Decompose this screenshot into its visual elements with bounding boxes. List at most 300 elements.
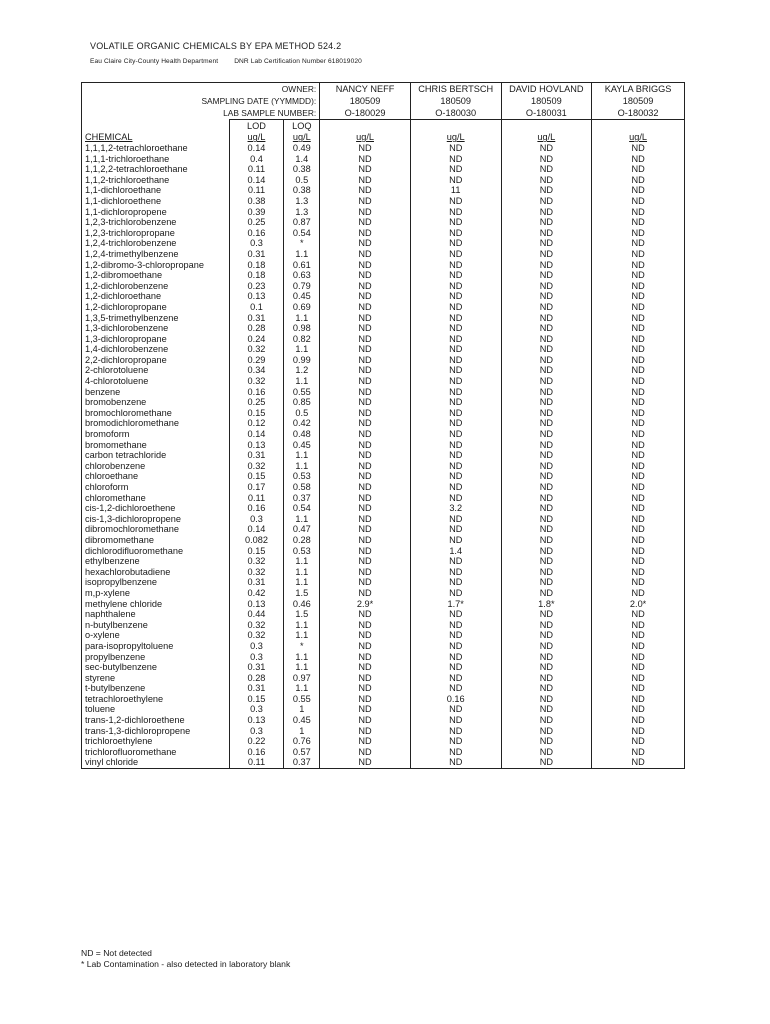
lod-value: 0.44 <box>229 609 284 620</box>
sample-owner: KAYLA BRIGGS <box>592 83 685 96</box>
result-value: ND <box>501 291 592 302</box>
chemical-name: 1,2,3-trichlorobenzene <box>82 217 230 228</box>
table-row <box>82 471 685 482</box>
loq-value: 0.5 <box>284 408 320 419</box>
result-value: ND <box>592 270 685 281</box>
lod-value: 0.1 <box>229 302 284 313</box>
lod-value: 0.32 <box>229 630 284 641</box>
result-value: ND <box>320 546 411 557</box>
lod-value: 0.082 <box>229 535 284 546</box>
table-row <box>82 514 685 525</box>
result-value: ND <box>501 503 592 514</box>
sample-date: 180509 <box>320 95 411 107</box>
loq-value: 1.1 <box>284 450 320 461</box>
result-value: ND <box>410 620 501 631</box>
loq-value: 1.1 <box>284 514 320 525</box>
result-value: ND <box>592 260 685 271</box>
loq-value: 0.54 <box>284 503 320 514</box>
result-value: ND <box>592 397 685 408</box>
table-row <box>82 535 685 546</box>
result-value: ND <box>410 281 501 292</box>
result-value: ND <box>410 408 501 419</box>
chemical-name: trans-1,2-dichloroethene <box>82 715 230 726</box>
lod-value: 0.42 <box>229 588 284 599</box>
loq-value: 0.97 <box>284 673 320 684</box>
chemical-name: 1,2-dichloropropane <box>82 302 230 313</box>
result-value: ND <box>320 694 411 705</box>
table-row <box>82 704 685 715</box>
result-value: ND <box>410 461 501 472</box>
table-row <box>82 376 685 387</box>
lod-value: 0.3 <box>229 652 284 663</box>
result-value: ND <box>501 461 592 472</box>
result-value: ND <box>320 175 411 186</box>
unit-label: ug/L <box>356 132 374 143</box>
loq-value: 0.85 <box>284 397 320 408</box>
lod-value: 0.28 <box>229 323 284 334</box>
lod-value: 0.25 <box>229 217 284 228</box>
result-value: ND <box>592 556 685 567</box>
result-value: ND <box>592 207 685 218</box>
table-row <box>82 185 685 196</box>
result-value: ND <box>592 217 685 228</box>
lod-value: 0.4 <box>229 154 284 165</box>
result-value: ND <box>320 323 411 334</box>
table-row <box>82 694 685 705</box>
table-row <box>82 334 685 345</box>
lod-value: 0.31 <box>229 450 284 461</box>
chemical-name: tetrachloroethylene <box>82 694 230 705</box>
result-value: ND <box>501 514 592 525</box>
result-value: ND <box>410 291 501 302</box>
chemical-name: o-xylene <box>82 630 230 641</box>
chemical-name: 1,3-dichlorobenzene <box>82 323 230 334</box>
result-value: ND <box>501 683 592 694</box>
unit-label: ug/L <box>446 132 465 143</box>
result-value: ND <box>501 609 592 620</box>
result-value: 11 <box>410 185 501 196</box>
result-value: ND <box>320 524 411 535</box>
loq-value: 0.53 <box>284 471 320 482</box>
result-value: ND <box>320 577 411 588</box>
result-value: ND <box>320 652 411 663</box>
result-value: ND <box>501 313 592 324</box>
loq-value: 0.98 <box>284 323 320 334</box>
chemical-name: m,p-xylene <box>82 588 230 599</box>
result-value: ND <box>501 302 592 313</box>
lod-value: 0.32 <box>229 620 284 631</box>
lod-value: 0.13 <box>229 440 284 451</box>
table-row <box>82 461 685 472</box>
unit-row <box>82 132 685 143</box>
lod-value: 0.31 <box>229 683 284 694</box>
lod-value: 0.16 <box>229 228 284 239</box>
chemical-name: para-isopropyltoluene <box>82 641 230 652</box>
lod-value: 0.15 <box>229 408 284 419</box>
result-value: ND <box>501 164 592 175</box>
table-row <box>82 418 685 429</box>
lod-value: 0.11 <box>229 493 284 504</box>
loq-value: 0.37 <box>284 493 320 504</box>
result-value: ND <box>410 207 501 218</box>
loq-value: 0.99 <box>284 355 320 366</box>
result-value: ND <box>501 376 592 387</box>
chemical-name: 1,1-dichloroethane <box>82 185 230 196</box>
result-value: ND <box>410 365 501 376</box>
result-value: 1.4 <box>410 546 501 557</box>
result-value: ND <box>320 291 411 302</box>
result-value: ND <box>501 482 592 493</box>
lod-value: 0.16 <box>229 387 284 398</box>
lod-value: 0.24 <box>229 334 284 345</box>
lod-value: 0.32 <box>229 461 284 472</box>
loq-value: 1.1 <box>284 313 320 324</box>
result-value: ND <box>410 217 501 228</box>
report-subtitle <box>90 58 362 65</box>
lab-number-row <box>82 107 685 120</box>
result-value: ND <box>410 673 501 684</box>
result-value: ND <box>320 387 411 398</box>
result-value: ND <box>501 387 592 398</box>
result-value: ND <box>501 535 592 546</box>
result-value: ND <box>501 429 592 440</box>
result-value: ND <box>320 185 411 196</box>
result-value: ND <box>501 397 592 408</box>
result-value: 3.2 <box>410 503 501 514</box>
table-row <box>82 450 685 461</box>
result-value: ND <box>410 704 501 715</box>
chemical-name: 1,1-dichloroethene <box>82 196 230 207</box>
result-value: ND <box>501 260 592 271</box>
chemical-header: CHEMICAL <box>85 132 133 143</box>
chemical-name: styrene <box>82 673 230 684</box>
table-row <box>82 482 685 493</box>
lod-value: 0.31 <box>229 662 284 673</box>
lod-value: 0.11 <box>229 164 284 175</box>
chemical-name: 1,2-dibromo-3-chloropropane <box>82 260 230 271</box>
result-value: ND <box>320 620 411 631</box>
loq-value: 0.63 <box>284 270 320 281</box>
loq-value: 1.1 <box>284 652 320 663</box>
result-value: ND <box>592 365 685 376</box>
loq-value: 0.57 <box>284 747 320 758</box>
result-value: ND <box>501 620 592 631</box>
result-value: ND <box>592 535 685 546</box>
loq-value: * <box>284 641 320 652</box>
result-value: ND <box>592 228 685 239</box>
result-value: ND <box>501 694 592 705</box>
result-value: ND <box>410 662 501 673</box>
chemical-name: 4-chlorotoluene <box>82 376 230 387</box>
loq-header: LOQ <box>284 120 320 133</box>
result-value: ND <box>320 281 411 292</box>
lod-value: 0.32 <box>229 344 284 355</box>
results-body <box>82 143 685 769</box>
unit-label: ug/L <box>247 132 266 143</box>
loq-value: 1.5 <box>284 609 320 620</box>
chemical-name: ethylbenzene <box>82 556 230 567</box>
table-row <box>82 196 685 207</box>
result-value: ND <box>592 450 685 461</box>
result-value: ND <box>410 418 501 429</box>
table-row <box>82 556 685 567</box>
table-row <box>82 365 685 376</box>
result-value: ND <box>410 450 501 461</box>
result-value: ND <box>501 281 592 292</box>
table-row <box>82 154 685 165</box>
result-value: ND <box>320 302 411 313</box>
chemical-name: 2-chlorotoluene <box>82 365 230 376</box>
result-value: ND <box>410 630 501 641</box>
loq-value: 1.1 <box>284 376 320 387</box>
chemical-name: 1,2,3-trichloropropane <box>82 228 230 239</box>
result-value: ND <box>410 228 501 239</box>
result-value: ND <box>592 747 685 758</box>
result-value: ND <box>592 376 685 387</box>
result-value: ND <box>320 334 411 345</box>
result-value: ND <box>320 450 411 461</box>
result-value: ND <box>501 217 592 228</box>
result-value: ND <box>592 355 685 366</box>
result-value: ND <box>320 313 411 324</box>
table-row <box>82 588 685 599</box>
result-value: ND <box>320 609 411 620</box>
lod-value: 0.32 <box>229 376 284 387</box>
lod-value: 0.14 <box>229 175 284 186</box>
lod-value: 0.22 <box>229 736 284 747</box>
lod-value: 0.3 <box>229 641 284 652</box>
result-value: ND <box>410 471 501 482</box>
table-row <box>82 524 685 535</box>
loq-value: 1.5 <box>284 588 320 599</box>
result-value: ND <box>592 249 685 260</box>
lod-header: LOD <box>229 120 284 133</box>
loq-value: 0.87 <box>284 217 320 228</box>
results-table <box>81 82 685 769</box>
result-value: ND <box>320 154 411 165</box>
result-value: ND <box>410 344 501 355</box>
chemical-name: 1,2-dichloroethane <box>82 291 230 302</box>
table-row <box>82 143 685 154</box>
result-value: ND <box>320 196 411 207</box>
result-value: ND <box>410 715 501 726</box>
result-value: ND <box>410 440 501 451</box>
chemical-name: cis-1,3-dichloropropene <box>82 514 230 525</box>
result-value: ND <box>320 418 411 429</box>
result-value: ND <box>592 641 685 652</box>
sample-date: 180509 <box>410 95 501 107</box>
result-value: ND <box>501 471 592 482</box>
result-value: ND <box>592 175 685 186</box>
lod-value: 0.25 <box>229 397 284 408</box>
chemical-name: 1,1,1,2-tetrachloroethane <box>82 143 230 154</box>
loq-value: 1.1 <box>284 344 320 355</box>
loq-value: * <box>284 238 320 249</box>
table-row <box>82 652 685 663</box>
lod-value: 0.31 <box>229 249 284 260</box>
result-value: ND <box>501 196 592 207</box>
lod-value: 0.14 <box>229 524 284 535</box>
lod-value: 0.13 <box>229 715 284 726</box>
table-row <box>82 238 685 249</box>
result-value: ND <box>592 704 685 715</box>
result-value: ND <box>501 588 592 599</box>
result-value: ND <box>592 313 685 324</box>
result-value: ND <box>592 154 685 165</box>
chemical-name: 1,1-dichloropropene <box>82 207 230 218</box>
result-value: ND <box>592 238 685 249</box>
result-value: ND <box>592 418 685 429</box>
result-value: ND <box>410 747 501 758</box>
table-row <box>82 503 685 514</box>
chemical-name: benzene <box>82 387 230 398</box>
lod-value: 0.31 <box>229 577 284 588</box>
result-value: ND <box>410 482 501 493</box>
loq-value: 0.53 <box>284 546 320 557</box>
result-value: ND <box>320 217 411 228</box>
lod-value: 0.3 <box>229 514 284 525</box>
sample-lab-number: O-180030 <box>410 107 501 120</box>
table-row <box>82 620 685 631</box>
loq-value: 1.1 <box>284 630 320 641</box>
table-row <box>82 747 685 758</box>
chemical-name: sec-butylbenzene <box>82 662 230 673</box>
result-value: ND <box>320 164 411 175</box>
result-value: ND <box>501 228 592 239</box>
lod-value: 0.17 <box>229 482 284 493</box>
result-value: ND <box>410 249 501 260</box>
result-value: ND <box>592 408 685 419</box>
result-value: ND <box>592 514 685 525</box>
chemical-name: toluene <box>82 704 230 715</box>
result-value: ND <box>501 207 592 218</box>
table-row <box>82 207 685 218</box>
result-value: ND <box>410 175 501 186</box>
unit-label: ug/L <box>629 132 648 143</box>
result-value: ND <box>320 757 411 768</box>
chemical-name: trans-1,3-dichloropropene <box>82 726 230 737</box>
sampling-date-label: SAMPLING DATE (YYMMDD): <box>82 95 320 107</box>
loq-value: 1.3 <box>284 207 320 218</box>
loq-value: 0.48 <box>284 429 320 440</box>
result-value: ND <box>320 662 411 673</box>
result-value: ND <box>592 630 685 641</box>
result-value: ND <box>320 493 411 504</box>
lod-value: 0.32 <box>229 556 284 567</box>
result-value: ND <box>410 143 501 154</box>
result-value: ND <box>501 747 592 758</box>
chemical-name: chloroethane <box>82 471 230 482</box>
table-row <box>82 164 685 175</box>
lod-value: 0.3 <box>229 704 284 715</box>
loq-value: 0.49 <box>284 143 320 154</box>
result-value: ND <box>410 524 501 535</box>
result-value: ND <box>320 461 411 472</box>
result-value: ND <box>501 757 592 768</box>
result-value: ND <box>410 588 501 599</box>
chemical-name: 1,1,1-trichloroethane <box>82 154 230 165</box>
table-row <box>82 683 685 694</box>
result-value: ND <box>592 662 685 673</box>
table-row <box>82 609 685 620</box>
result-value: ND <box>501 736 592 747</box>
result-value: ND <box>320 228 411 239</box>
result-value: ND <box>410 683 501 694</box>
table-row <box>82 757 685 768</box>
result-value: ND <box>501 344 592 355</box>
loq-value: 0.54 <box>284 228 320 239</box>
table-row <box>82 726 685 737</box>
chemical-name: 1,1,2-trichloroethane <box>82 175 230 186</box>
result-value: ND <box>320 260 411 271</box>
result-value: ND <box>592 493 685 504</box>
result-value: ND <box>410 164 501 175</box>
table-row <box>82 715 685 726</box>
lod-value: 0.28 <box>229 673 284 684</box>
footnotes <box>81 948 290 970</box>
result-value: ND <box>592 440 685 451</box>
result-value: ND <box>410 556 501 567</box>
result-value: ND <box>320 440 411 451</box>
chemical-name: trichloroethylene <box>82 736 230 747</box>
result-value: ND <box>592 482 685 493</box>
chemical-name: bromoform <box>82 429 230 440</box>
table-row <box>82 567 685 578</box>
result-value: ND <box>501 185 592 196</box>
sample-lab-number: O-180031 <box>501 107 592 120</box>
table-row <box>82 662 685 673</box>
chemical-name: propylbenzene <box>82 652 230 663</box>
chemical-name: 1,2,4-trichlorobenzene <box>82 238 230 249</box>
table-row <box>82 493 685 504</box>
chemical-name: 1,4-dichlorobenzene <box>82 344 230 355</box>
loq-value: 0.45 <box>284 291 320 302</box>
chemical-name: 1,2-dichlorobenzene <box>82 281 230 292</box>
lod-value: 0.11 <box>229 185 284 196</box>
result-value: ND <box>501 715 592 726</box>
result-value: ND <box>501 143 592 154</box>
table-row <box>82 217 685 228</box>
table-row <box>82 249 685 260</box>
result-value: 1.8* <box>501 599 592 610</box>
footnote-lab-contamination: * Lab Contamination - also detected in laboratory blank <box>81 959 291 969</box>
result-value: ND <box>592 471 685 482</box>
lod-value: 0.38 <box>229 196 284 207</box>
result-value: ND <box>410 577 501 588</box>
chemical-name: dichlorodifluoromethane <box>82 546 230 557</box>
lod-value: 0.18 <box>229 260 284 271</box>
result-value: ND <box>410 535 501 546</box>
report-title: VOLATILE ORGANIC CHEMICALS BY EPA METHOD 524.2 <box>90 41 342 51</box>
result-value: ND <box>592 652 685 663</box>
result-value: ND <box>320 365 411 376</box>
result-value: ND <box>410 726 501 737</box>
result-value: ND <box>592 757 685 768</box>
table-row <box>82 429 685 440</box>
chemical-name: naphthalene <box>82 609 230 620</box>
lod-value: 0.3 <box>229 726 284 737</box>
lod-loq-row <box>82 120 685 133</box>
chemical-name: chlorobenzene <box>82 461 230 472</box>
result-value: ND <box>320 704 411 715</box>
result-value: ND <box>501 641 592 652</box>
chemical-name: bromobenzene <box>82 397 230 408</box>
result-value: ND <box>320 249 411 260</box>
result-value: ND <box>320 207 411 218</box>
lab-sample-number-label: LAB SAMPLE NUMBER: <box>82 107 320 120</box>
result-value: ND <box>592 196 685 207</box>
result-value: ND <box>592 302 685 313</box>
